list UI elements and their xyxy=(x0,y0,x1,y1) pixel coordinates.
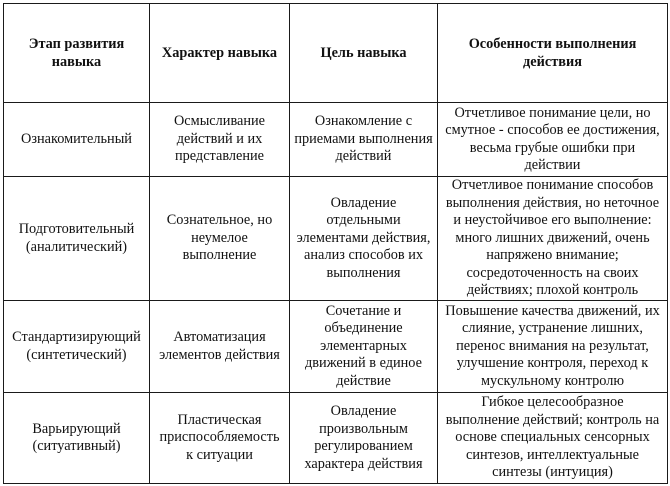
skill-stages-table xyxy=(3,3,668,484)
cell-stage: Ознакомительный xyxy=(4,103,150,177)
cell-goal: Сочетание и объединение элементарных движений в единое действие xyxy=(290,301,438,393)
table-row xyxy=(4,177,668,301)
cell-features: Повышение качества движений, их слияние, устранение лишних, перенос внимания на результат, улучшение контроля, переход к мускульному контролю xyxy=(438,301,668,393)
cell-goal: Овладение произвольным регулированием характера действия xyxy=(290,393,438,484)
table-row xyxy=(4,301,668,393)
cell-stage: Подготовительный (аналитический) xyxy=(4,177,150,301)
cell-character: Сознательное, но неумелое выполнение xyxy=(150,177,290,301)
cell-goal: Ознакомление с приемами выполнения действий xyxy=(290,103,438,177)
table-row xyxy=(4,103,668,177)
table-row xyxy=(4,393,668,484)
cell-features: Гибкое целесообразное выполнение действий; контроль на основе специальных сенсорных синтезов, интеллектуальные синтезы (интуиция) xyxy=(438,393,668,484)
cell-features: Отчетливое понимание способов выполнения действия, но неточное и неустойчивое его выполнение: много лишних движений, очень напряжено внимание; сосредоточенность на своих действиях; плохой контроль xyxy=(438,177,668,301)
cell-stage: Варьирующий (ситуативный) xyxy=(4,393,150,484)
header-features: Особенности выполнения действия xyxy=(438,4,668,103)
header-goal: Цель навыка xyxy=(290,4,438,103)
header-stage: Этап развития навыка xyxy=(4,4,150,103)
cell-features: Отчетливое понимание цели, но смутное - способов ее достижения, весьма грубые ошибки при действии xyxy=(438,103,668,177)
table-header-row xyxy=(4,4,668,103)
cell-stage: Стандартизирующий (синтетический) xyxy=(4,301,150,393)
cell-character: Пластическая приспособляемость к ситуации xyxy=(150,393,290,484)
header-character: Характер навыка xyxy=(150,4,290,103)
cell-goal: Овладение отдельными элементами действия, анализ способов их выполнения xyxy=(290,177,438,301)
cell-character: Автоматизация элементов действия xyxy=(150,301,290,393)
cell-character: Осмысливание действий и их представление xyxy=(150,103,290,177)
